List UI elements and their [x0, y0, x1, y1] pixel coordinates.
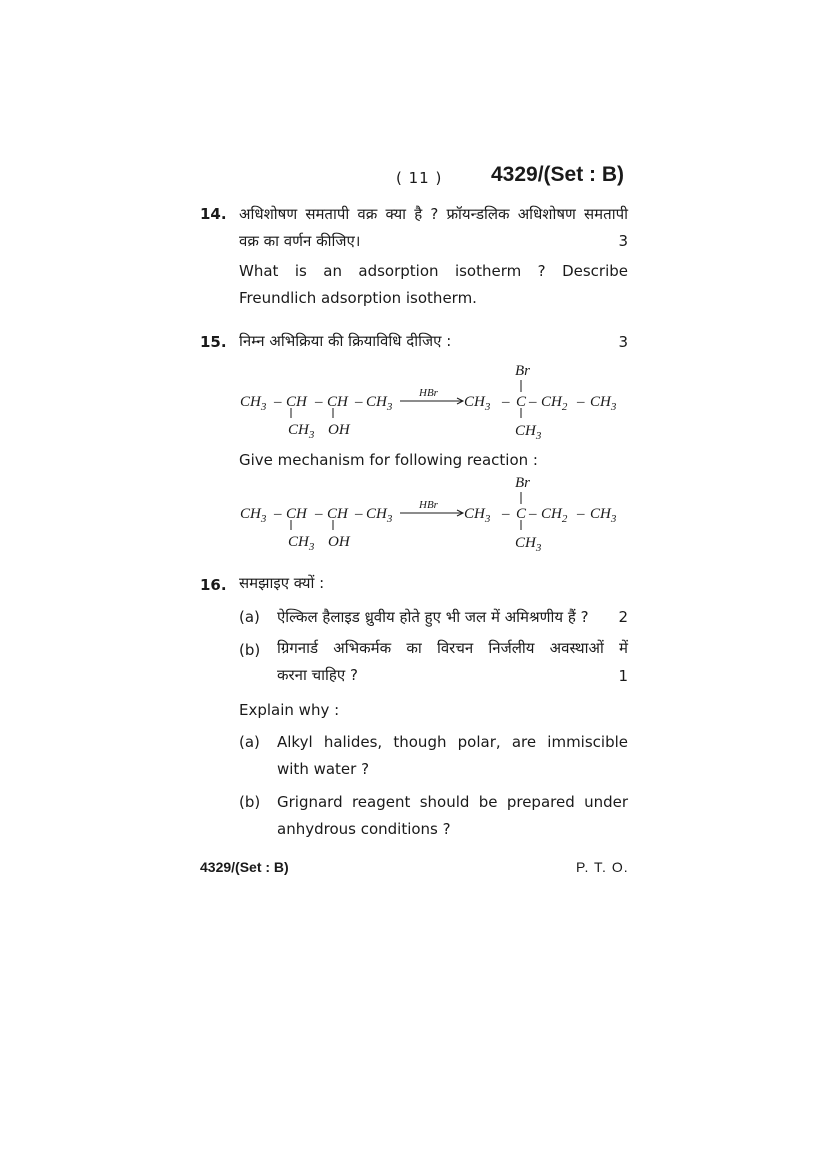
question-14-marks: 3 — [618, 232, 628, 250]
question-16-hindi-intro: समझाइए क्यों : — [239, 574, 325, 592]
svg-text:–: – — [355, 506, 363, 522]
question-14-english-line2: Freundlich adsorption isotherm. — [239, 289, 477, 307]
svg-text:–: – — [315, 506, 323, 522]
question-16-hindi-a: ऐल्किल हैलाइड ध्रुवीय होते हुए भी जल में अमिश्रणीय हैं ? — [277, 608, 589, 626]
svg-text:Br: Br — [515, 475, 530, 491]
reactant — [240, 506, 393, 553]
svg-text:CH2: $CH_2$ — [541, 506, 568, 525]
svg-text:CH3: $CH_3$ — [464, 506, 491, 525]
question-16-english-b-line2: anhydrous conditions ? — [277, 820, 451, 838]
question-16-hindi-b-line1: ग्रिगनार्ड अभिकर्मक का विरचन निर्जलीय अवस्थाओं में — [277, 639, 628, 657]
question-16-hindi-b-marks: 1 — [618, 667, 628, 685]
svg-text:CH3: $CH_3$ — [288, 534, 315, 553]
question-16-hindi-b-line2: करना चाहिए ? — [277, 666, 358, 684]
svg-text:Br: Br — [515, 363, 530, 379]
paper-code: 4329/(Set : B) — [491, 163, 625, 186]
question-14-english-line1: What is an adsorption isotherm ? Describe — [239, 262, 628, 280]
question-16-english-a-line2: with water ? — [277, 760, 370, 778]
reaction-arrow — [400, 499, 463, 516]
reaction-scheme-english — [238, 470, 633, 560]
svg-text:CH3: $CH_3$ — [590, 506, 617, 525]
question-15-marks: 3 — [618, 333, 628, 351]
svg-text:–: – — [274, 506, 282, 522]
svg-text:–: – — [577, 506, 585, 522]
product — [464, 475, 617, 554]
question-16-english-intro: Explain why : — [239, 701, 340, 719]
svg-text:OH: OH — [328, 422, 350, 438]
question-15-number: 15. — [200, 333, 227, 351]
footer-pto: P. T. O. — [576, 859, 629, 875]
svg-text:–: – — [274, 394, 282, 410]
question-14-number: 14. — [200, 205, 227, 223]
reactant — [240, 394, 393, 441]
question-16-english-b-label: (b) — [239, 793, 261, 811]
svg-text:CH3: $CH_3$ — [515, 423, 542, 442]
reaction-scheme-hindi — [238, 358, 633, 448]
question-16-number: 16. — [200, 576, 227, 594]
question-16-english-a-label: (a) — [239, 733, 260, 751]
question-14-hindi-line1: अधिशोषण समतापी वक्र क्या है ? फ्रॉयन्डलिक अधिशोषण समतापी — [239, 205, 628, 223]
svg-text:OH: OH — [328, 534, 350, 550]
svg-text:CH3: $CH_3$ — [240, 506, 267, 525]
reaction-arrow — [400, 387, 463, 404]
svg-text:CH: CH — [286, 506, 307, 522]
svg-text:CH: CH — [327, 506, 348, 522]
question-15-hindi: निम्न अभिक्रिया की क्रियाविधि दीजिए : — [239, 332, 452, 350]
footer-paper-code: 4329/(Set : B) — [200, 859, 289, 875]
svg-text:CH2: $CH_2$ — [541, 394, 568, 413]
svg-text:C: C — [516, 394, 527, 410]
svg-text:CH3: $CH_3$ — [366, 394, 393, 413]
svg-text:CH3: $CH_3$ — [464, 394, 491, 413]
svg-text:HBr: HBr — [419, 499, 438, 511]
question-16-english-b-line1: Grignard reagent should be prepared under — [277, 793, 628, 811]
question-16-hindi-a-marks: 2 — [618, 608, 628, 626]
svg-text:C: C — [516, 506, 527, 522]
svg-text:–: – — [502, 506, 510, 522]
svg-text:CH3: $CH_3$ — [515, 535, 542, 554]
svg-text:CH3: $CH_3$ — [590, 394, 617, 413]
svg-text:–: – — [529, 394, 537, 410]
svg-text:–: – — [577, 394, 585, 410]
product — [464, 363, 617, 442]
question-16-english-a-line1: Alkyl halides, though polar, are immiscible — [277, 733, 628, 751]
question-15-english: Give mechanism for following reaction : — [239, 451, 538, 469]
svg-text:CH3: $CH_3$ — [366, 506, 393, 525]
svg-text:HBr: HBr — [419, 387, 438, 399]
svg-text:–: – — [529, 506, 537, 522]
question-16-hindi-a-label: (a) — [239, 608, 260, 626]
svg-text:CH: CH — [286, 394, 307, 410]
question-16-hindi-b-label: (b) — [239, 641, 261, 659]
svg-text:–: – — [355, 394, 363, 410]
svg-text:CH3: $CH_3$ — [240, 394, 267, 413]
page-number: ( 11 ) — [396, 169, 443, 187]
svg-text:–: – — [315, 394, 323, 410]
svg-text:CH: CH — [327, 394, 348, 410]
question-14-hindi-line2: वक्र का वर्णन कीजिए। — [239, 232, 361, 250]
svg-text:–: – — [502, 394, 510, 410]
svg-text:CH3: $CH_3$ — [288, 422, 315, 441]
